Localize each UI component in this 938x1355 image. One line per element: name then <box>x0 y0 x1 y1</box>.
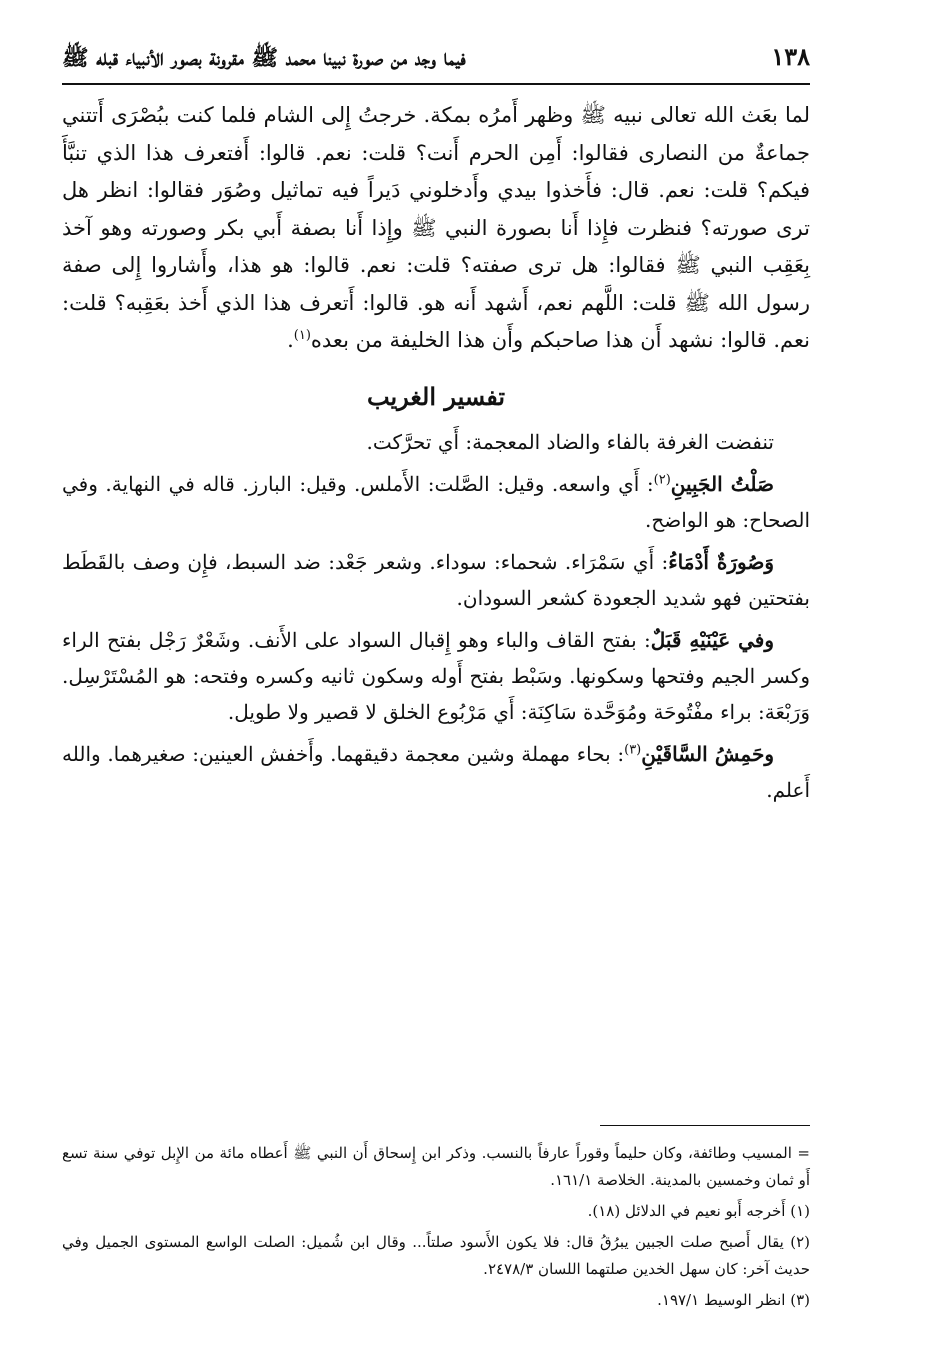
gloss-term: صَلْتُ الجَبِينِ <box>670 471 775 496</box>
gloss-entry <box>62 622 810 730</box>
gloss-entry <box>62 424 810 460</box>
footnote-1: (١) أَخرجه أَبو نعيم في الدلائل (١٨). <box>587 1202 810 1220</box>
page-number: ١٣٨ <box>771 42 810 71</box>
gloss-term: وحَمِشُ السَّاقَيْنِ <box>641 741 775 766</box>
gloss-note-ref[interactable]: (٣) <box>624 741 642 757</box>
footnote-separator <box>600 1125 810 1126</box>
footnotes-section <box>62 1125 810 1318</box>
gloss-text: : بفتح القاف والباء وهو إِقبال السواد على الأَنف. وشَعْرٌ رَجْل بفتح الراء وكسر الجيم وفتحها وسكونها. وسَبْط بفتح أَوله وسكون ثانيه وكسره وفتحه: هو المُسْتَرْسِل. وَرَبْعَة: براء مفْتُوحَة ومُوَحَّدة سَاكِنَة: أَي مَرْبُوع الخلق لا قصير ولا طويل. <box>62 627 810 724</box>
footnote-continuation: = المسيب وطائفة، وكان حليماً وقوراً عارفاً بالنسب. وذكر ابن إِسحاق أَن النبي ﷺ أَعطاه مائة من الإِبل توفي سنة تسع أَو ثمان وخمسين بالمدينة. الخلاصة ١٦١/١. <box>62 1144 810 1189</box>
gloss-entry <box>62 466 810 538</box>
main-paragraph-text: لما بعَث الله تعالى نبيه ﷺ وظهر أَمرُه بمكة. خرجتُ إِلى الشام فلما كنت ببُصْرَى أَتتني جماعةٌ من النصارى فقالوا: أَمِن الحرم أَنت؟ قلت: نعم. قالوا: أَفتعرف هذا الذي تنبَّأَ فيكم؟ قلت: نعم. قال: فأَخذوا بيدي وأَدخلوني دَيراً فيه تماثيل وصُوَر فقالوا: انظر هل ترى صورته؟ فنظرت فإِذا أَنا بصورة النبي ﷺ وإِذا أَنا بصفة أَبي بكر وصورته وهو آخذ بِعَقِب النبي ﷺ فقالوا: هل ترى صفته؟ قلت: نعم. قالوا: هو هذا، وأَشاروا إِلى صفة رسول الله ﷺ قلت: اللَّهم نعم، أَشهد أَنه هو. قالوا: أَتعرف هذا الذي أَخذ بعَقِبه؟ قلت: نعم. قالوا: نشهد أَن هذا صاحبكم وأَن هذا الخليفة من بعده <box>62 103 810 352</box>
gloss-term: وفي عَيْنَيْهِ قَبَلٌ <box>650 627 774 652</box>
main-paragraph-end: . <box>287 328 294 352</box>
running-title: فيما وجد من صورة نبينا محمد ﷺ مقرونة بصور الأنبياء قبله ﷺ <box>62 45 466 71</box>
gloss-note-ref[interactable]: (٢) <box>653 471 671 487</box>
gloss-text: تنفضت الغرفة بالفاء والضاد المعجمة: أَي تحرَّكت. <box>366 429 774 454</box>
gloss-text: : أَي واسعه. وقيل: الصَّلت: الأَملس. وقيل: البارز. قاله في النهاية. وفي الصحاح: هو الواضح. <box>62 471 810 532</box>
section-heading: تفسير الغريب <box>366 381 506 411</box>
book-page <box>62 40 810 1335</box>
gloss-term: وَصُورَةٌ أَدْمَاءُ <box>668 549 775 574</box>
gloss-entry <box>62 544 810 616</box>
gloss-entry <box>62 736 810 808</box>
footnote-ref-1[interactable]: (١) <box>293 328 311 343</box>
running-header <box>62 40 810 85</box>
footnote-2: (٢) يقال أَصبح صلت الجبين يبرُقُ قال: فلا يكون الأَسود صلتاً... وقال ابن شُميل: الصلت الواسع المستوى الجميل وفي حديث آخر: كان سهل الخدين صلتهما اللسان ٢٤٧٨/٣. <box>62 1233 810 1278</box>
footnote-3: (٣) انظر الوسيط ١٩٧/١. <box>657 1291 810 1309</box>
gloss-text: : أَي سَمْرَاء. شحماء: سوداء. وشعر جَعْد: ضد السبط، فإِن وصف بالقَطَط بفتحتين فهو شديد الجعودة كشعر السودان. <box>62 549 810 610</box>
gloss-text: : بحاء مهملة وشين معجمة دقيقهما. وأَخفش العينين: صغيرهما. والله أَعلم. <box>62 741 810 802</box>
main-paragraph <box>62 97 810 360</box>
